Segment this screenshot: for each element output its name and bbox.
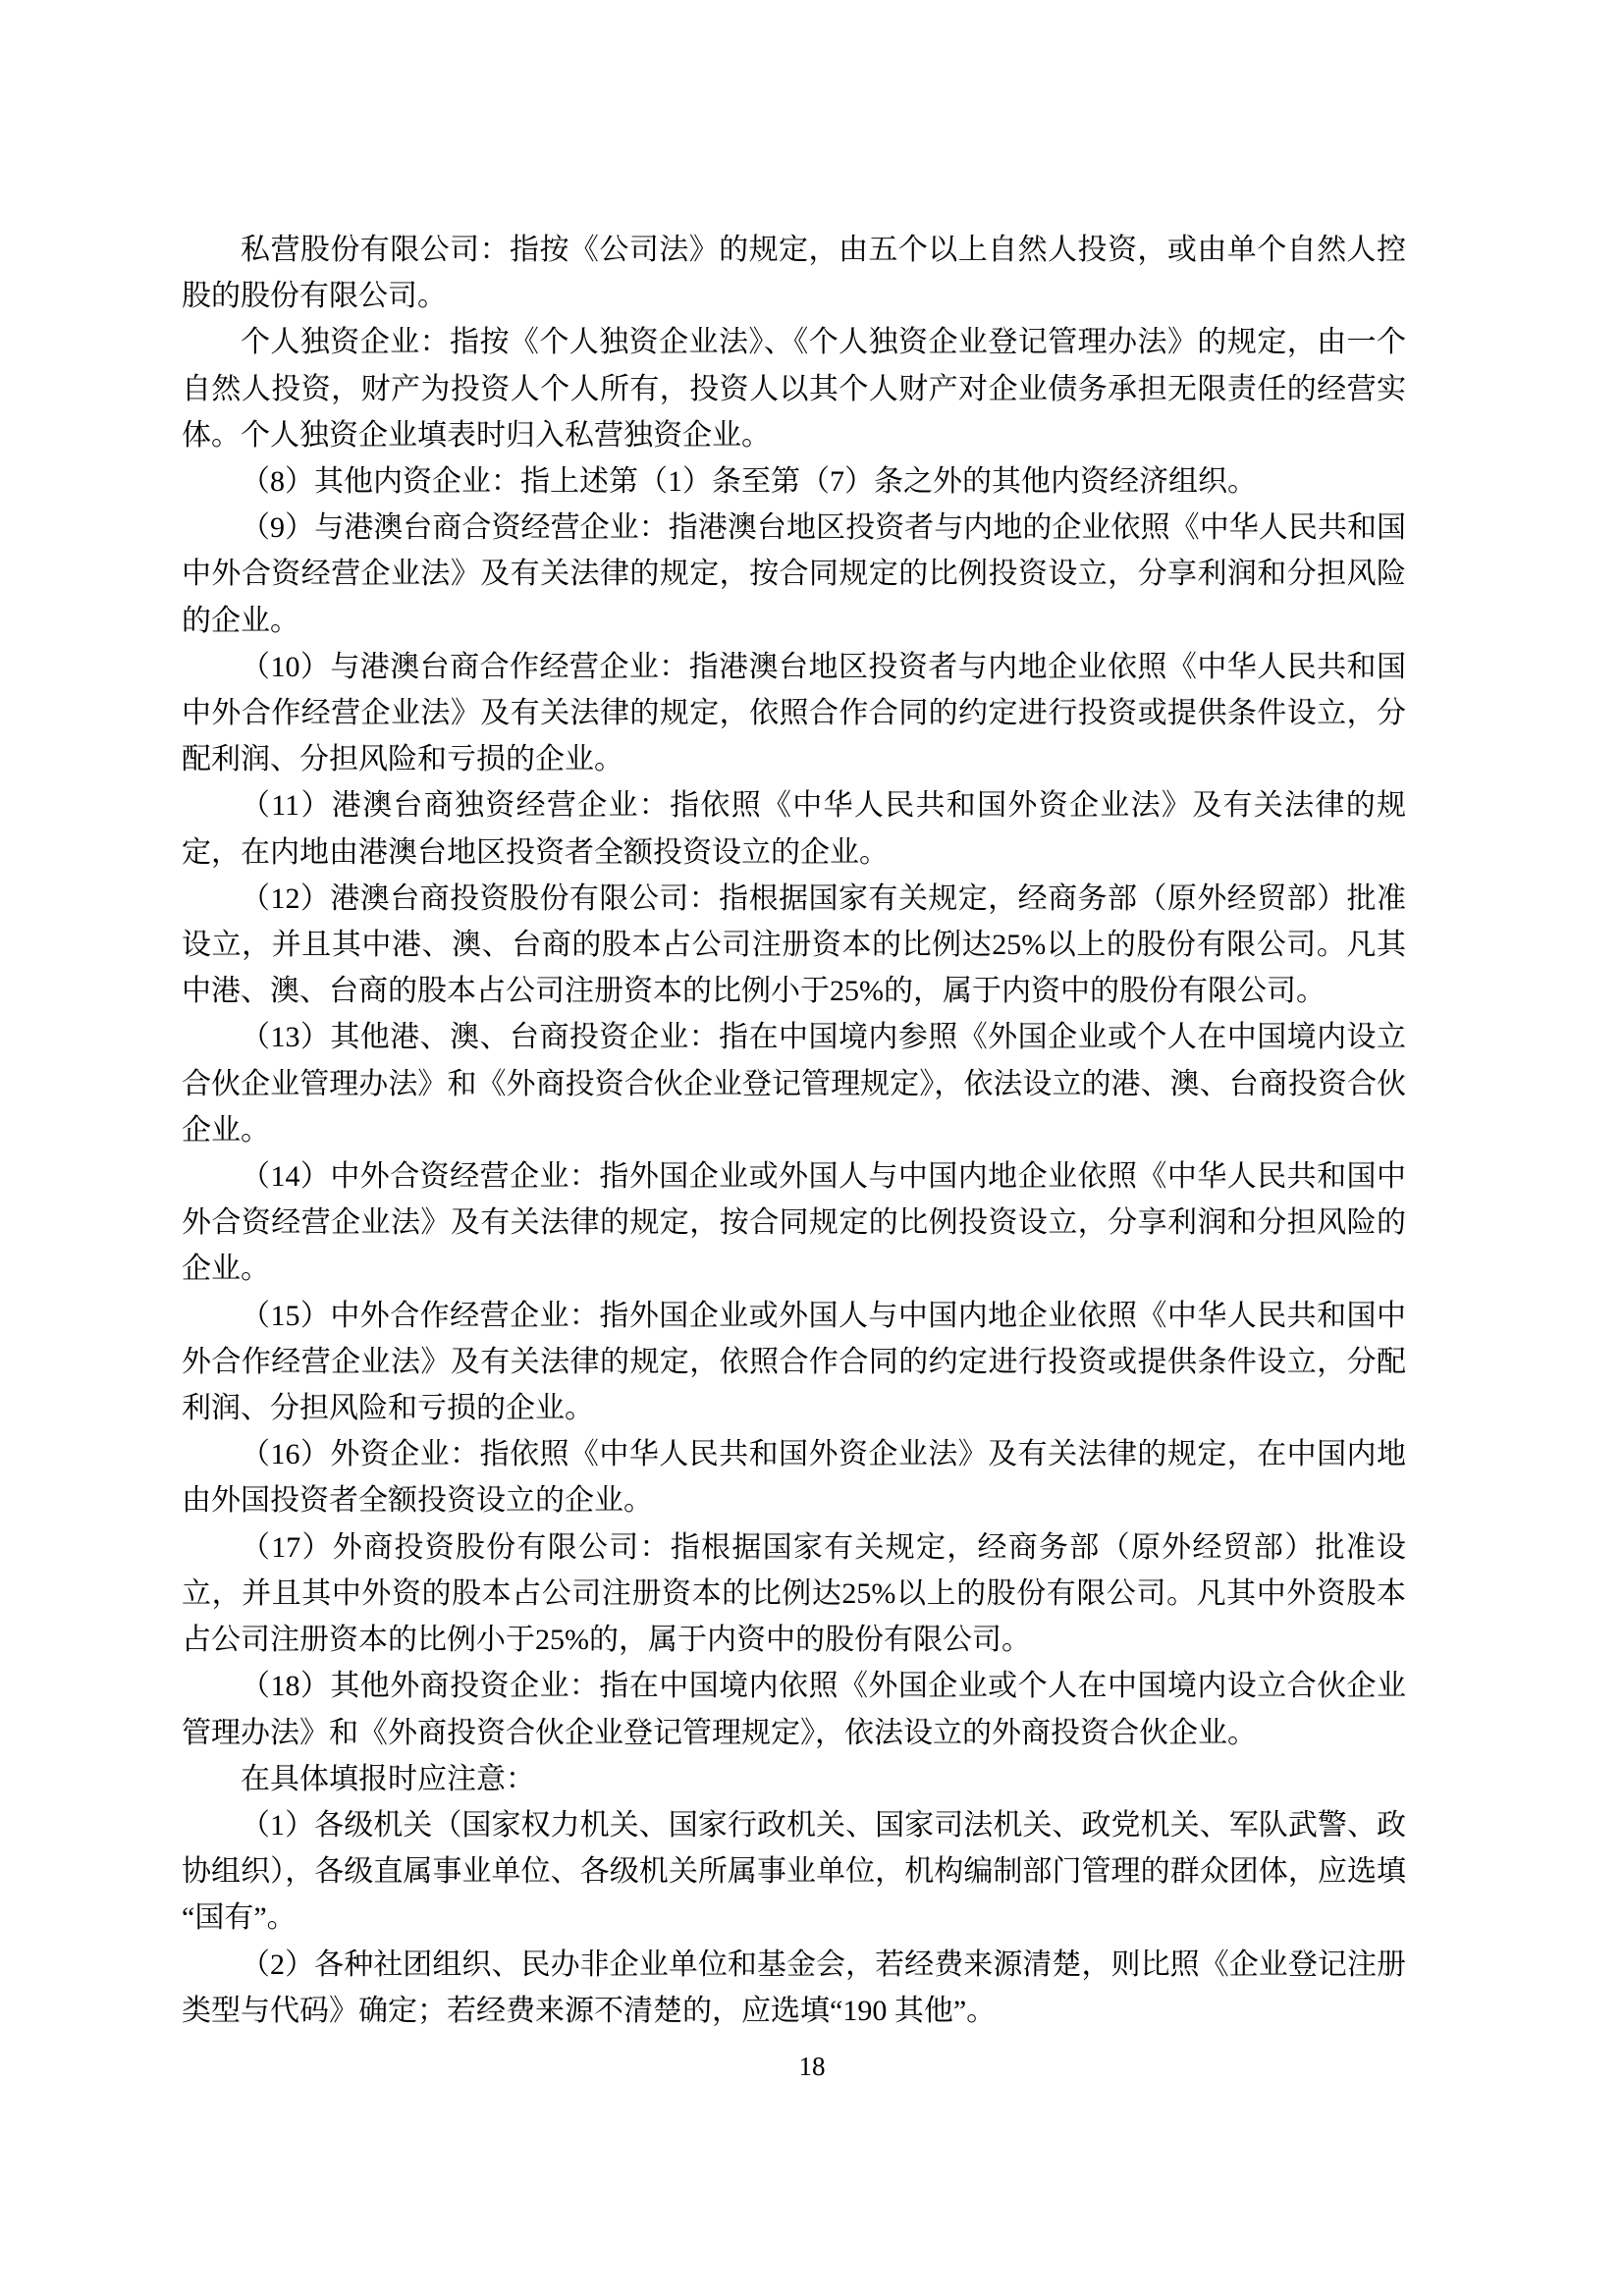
paragraph: （12）港澳台商投资股份有限公司：指根据国家有关规定，经商务部（原外经贸部）批准设立，并且其中港、澳、台商的股本占公司注册资本的比例达25%以上的股份有限公司。凡其中港、澳、台商的股本占公司注册资本的比例小于25%的，属于内资中的股份有限公司。 [182,881,1406,1008]
paragraph: 个人独资企业：指按《个人独资企业法》、《个人独资企业登记管理办法》的规定，由一个自然人投资，财产为投资人个人所有，投资人以其个人财产对企业债务承担无限责任的经营实体。个人独资企业填表时归入私营独资企业。 [182,326,1406,452]
paragraph: （11）港澳台商独资经营企业：指依照《中华人民共和国外资企业法》及有关法律的规定，在内地由港澳台地区投资者全额投资设立的企业。 [182,789,1406,869]
paragraph: （8）其他内资企业：指上述第（1）条至第（7）条之外的其他内资经济组织。 [241,465,1257,499]
paragraph: （14）中外合资经营企业：指外国企业或外国人与中国内地企业依照《中华人民共和国中外合资经营企业法》及有关法律的规定，按合同规定的比例投资设立，分享利润和分担风险的企业。 [182,1160,1406,1286]
paragraph: （9）与港澳台商合资经营企业：指港澳台地区投资者与内地的企业依照《中华人民共和国中外合资经营企业法》及有关法律的规定，按合同规定的比例投资设立，分享利润和分担风险的企业。 [182,511,1406,637]
paragraph: （10）与港澳台商合作经营企业：指港澳台地区投资者与内地企业依照《中华人民共和国中外合作经营企业法》及有关法律的规定，依照合作合同的约定进行投资或提供条件设立，分配利润、分担风险和亏损的企业。 [182,650,1406,776]
paragraph: （17）外商投资股份有限公司：指根据国家有关规定，经商务部（原外经贸部）批准设立，并且其中外资的股本占公司注册资本的比例达25%以上的股份有限公司。凡其中外资股本占公司注册资本的比例小于25%的，属于内资中的股份有限公司。 [182,1530,1406,1657]
document-body [182,227,1406,2034]
paragraph: 在具体填报时应注意： [241,1762,535,1795]
paragraph: （13）其他港、澳、台商投资企业：指在中国境内参照《外国企业或个人在中国境内设立合伙企业管理办法》和《外商投资合伙企业登记管理规定》，依法设立的港、澳、台商投资合伙企业。 [182,1021,1406,1147]
paragraph: （18）其他外商投资企业：指在中国境内依照《外国企业或个人在中国境内设立合伙企业管理办法》和《外商投资合伙企业登记管理规定》，依法设立的外商投资合伙企业。 [182,1670,1406,1749]
paragraph: （2）各种社团组织、民办非企业单位和基金会，若经费来源清楚，则比照《企业登记注册类型与代码》确定；若经费来源不清楚的，应选填“190 其他”。 [182,1948,1406,2027]
paragraph: 私营股份有限公司：指按《公司法》的规定，由五个以上自然人投资，或由单个自然人控股的股份有限公司。 [182,234,1406,313]
paragraph: （16）外资企业：指依照《中华人民共和国外资企业法》及有关法律的规定，在中国内地由外国投资者全额投资设立的企业。 [182,1438,1406,1518]
page-number: 18 [798,2052,826,2081]
paragraph: （1）各级机关（国家权力机关、国家行政机关、国家司法机关、政党机关、军队武警、政协组织），各级直属事业单位、各级机关所属事业单位，机构编制部门管理的群众团体，应选填“国有”。 [182,1808,1406,1935]
paragraph: （15）中外合作经营企业：指外国企业或外国人与中国内地企业依照《中华人民共和国中外合作经营企业法》及有关法律的规定，依照合作合同的约定进行投资或提供条件设立，分配利润、分担风险和亏损的企业。 [182,1299,1406,1425]
